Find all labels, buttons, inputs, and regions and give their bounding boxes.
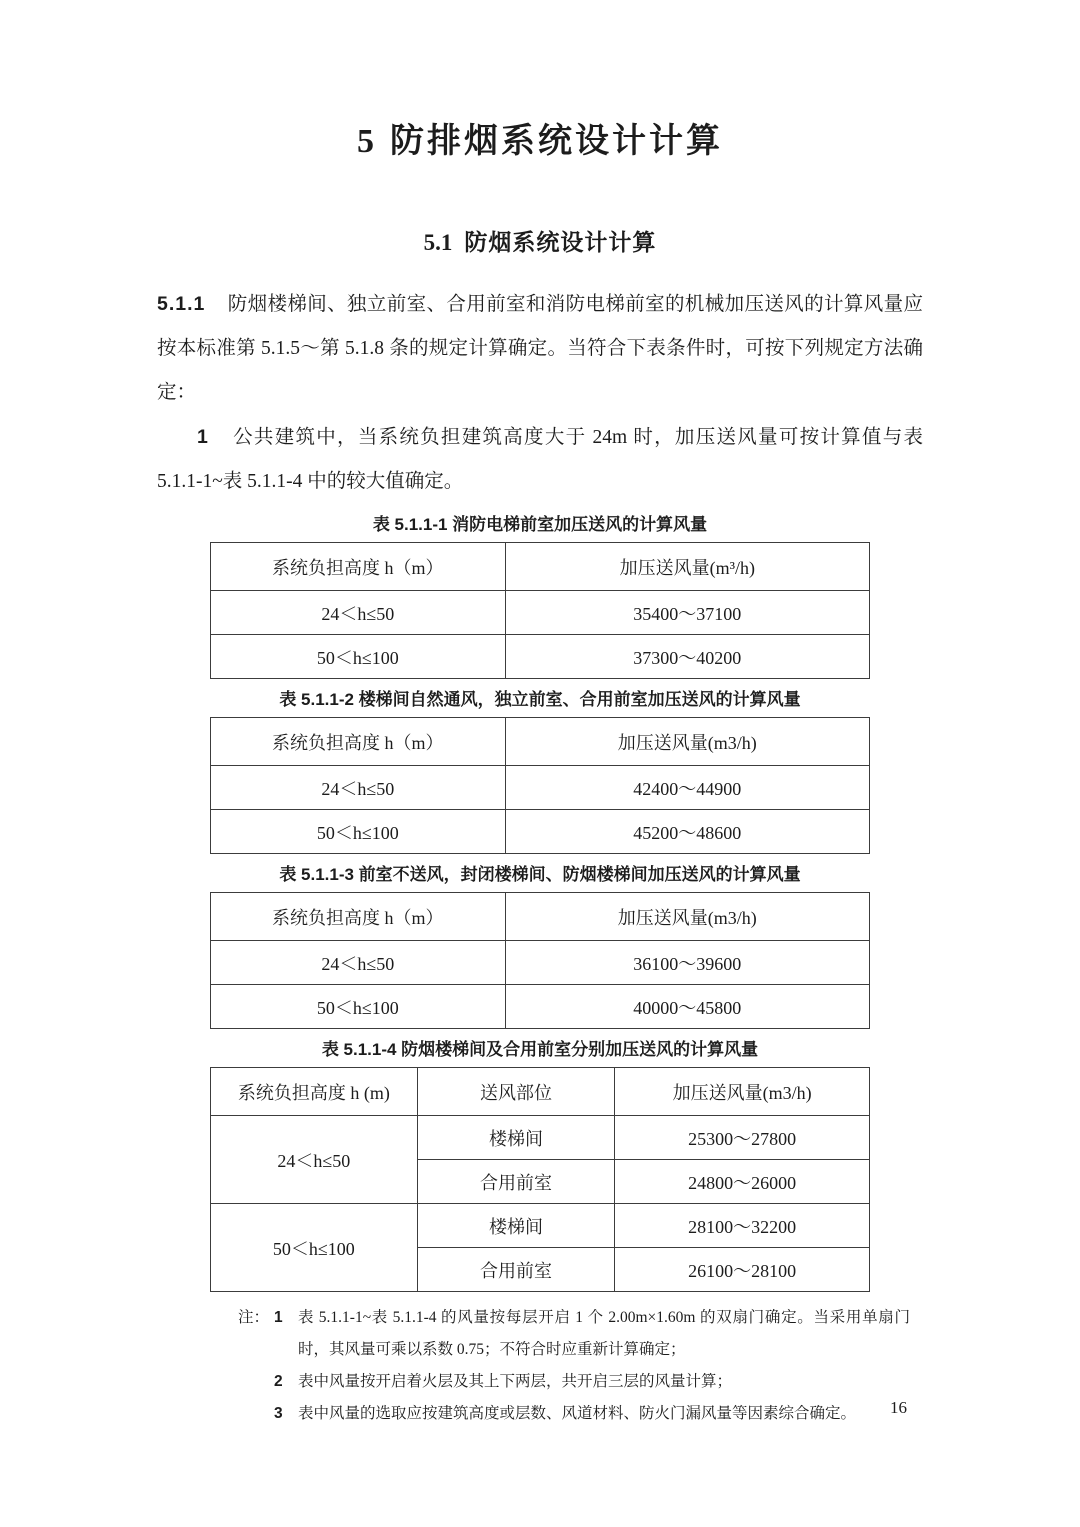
table-cell: 24＜h≤50 [211, 591, 506, 635]
notes [238, 1302, 910, 1430]
table-row [211, 766, 870, 810]
note-number: 1 [274, 1309, 283, 1326]
table-4-caption: 表 5.1.1-4 防烟楼梯间及合用前室分别加压送风的计算风量 [321, 1040, 759, 1059]
section-heading [0, 227, 1080, 258]
chapter-title [0, 0, 1080, 165]
body-column [157, 282, 923, 1292]
note-item [274, 1398, 910, 1430]
column-header: 系统负担高度 h（m） [211, 718, 506, 766]
table-cell: 24＜h≤50 [211, 1116, 418, 1204]
table-block-2 [157, 689, 923, 854]
table-4 [210, 1067, 870, 1292]
table-cell: 楼梯间 [417, 1204, 615, 1248]
table-1-caption: 表 5.1.1-1 消防电梯前室加压送风的计算风量 [372, 515, 708, 534]
page-number: 16 [890, 1398, 907, 1417]
note-text: 表 5.1.1-1~表 5.1.1-4 的风量按每层开启 1 个 2.00m×1.60m 的双扇门确定。当采用单扇门时，其风量可乘以系数 0.75；不符合时应重新计算确定； [298, 1309, 910, 1358]
note-text: 表中风量按开启着火层及其上下两层，共开启三层的风量计算； [298, 1373, 733, 1390]
table-block-4 [157, 1039, 923, 1292]
table-cell: 50＜h≤100 [211, 635, 506, 679]
table-row [211, 1204, 870, 1248]
notes-items [274, 1302, 910, 1430]
table-cell: 合用前室 [417, 1160, 615, 1204]
item-number: 1 [197, 426, 208, 448]
table-cell: 25300～27800 [615, 1116, 870, 1160]
section-title-text: 防烟系统设计计算 [464, 229, 657, 255]
table-row [211, 941, 870, 985]
table-row [211, 635, 870, 679]
column-header: 系统负担高度 h（m） [211, 543, 506, 591]
table-block-3 [157, 864, 923, 1029]
table-cell: 40000～45800 [505, 985, 869, 1029]
table-cell: 45200～48600 [505, 810, 869, 854]
column-header: 加压送风量(m3/h) [505, 893, 869, 941]
table-2 [210, 717, 870, 854]
table-cell: 36100～39600 [505, 941, 869, 985]
table-cell: 楼梯间 [417, 1116, 615, 1160]
note-number: 3 [274, 1405, 283, 1422]
column-header: 送风部位 [417, 1068, 615, 1116]
table-cell: 50＜h≤100 [211, 810, 506, 854]
table-cell: 35400～37100 [505, 591, 869, 635]
note-item [274, 1366, 910, 1398]
column-header: 系统负担高度 h (m) [211, 1068, 418, 1116]
column-header: 系统负担高度 h（m） [211, 893, 506, 941]
list-item-1 [157, 415, 923, 504]
table-cell: 24800～26000 [615, 1160, 870, 1204]
table-cell: 50＜h≤100 [211, 1204, 418, 1292]
table-row [211, 718, 870, 766]
table-row [211, 985, 870, 1029]
note-number: 2 [274, 1373, 283, 1390]
table-row [211, 543, 870, 591]
clause-text: 防烟楼梯间、独立前室、合用前室和消防电梯前室的机械加压送风的计算风量应按本标准第 5.1.5～第 5.1.8 条的规定计算确定。当符合下表条件时，可按下列规定方法确定： [157, 294, 923, 403]
column-header: 加压送风量(m3/h) [505, 718, 869, 766]
table-cell: 24＜h≤50 [211, 766, 506, 810]
table-cell: 50＜h≤100 [211, 985, 506, 1029]
table-cell: 42400～44900 [505, 766, 869, 810]
table-block-1 [157, 514, 923, 679]
table-row [211, 893, 870, 941]
table-cell: 24＜h≤50 [211, 941, 506, 985]
notes-label: 注： [238, 1309, 270, 1326]
item-text: 公共建筑中，当系统负担建筑高度大于 24m 时，加压送风量可按计算值与表 5.1.1-1~表 5.1.1-4 中的较大值确定。 [157, 427, 923, 492]
table-cell: 28100～32200 [615, 1204, 870, 1248]
clause-5-1-1 [157, 282, 923, 415]
column-header: 加压送风量(m3/h) [615, 1068, 870, 1116]
note-text: 表中风量的选取应按建筑高度或层数、风道材料、防火门漏风量等因素综合确定。 [298, 1405, 857, 1422]
note-item [274, 1302, 910, 1366]
table-row [211, 1116, 870, 1160]
table-1 [210, 542, 870, 679]
table-cell: 合用前室 [417, 1248, 615, 1292]
table-2-caption: 表 5.1.1-2 楼梯间自然通风，独立前室、合用前室加压送风的计算风量 [279, 690, 801, 709]
table-cell: 37300～40200 [505, 635, 869, 679]
column-header: 加压送风量(m³/h) [505, 543, 869, 591]
table-row [211, 1068, 870, 1116]
table-3 [210, 892, 870, 1029]
table-row [211, 810, 870, 854]
chapter-title-text: 防排烟系统设计计算 [390, 122, 723, 160]
clause-number: 5.1.1 [157, 293, 206, 315]
section-number: 5.1 [423, 230, 453, 255]
table-3-caption: 表 5.1.1-3 前室不送风，封闭楼梯间、防烟楼梯间加压送风的计算风量 [279, 865, 801, 884]
chapter-number: 5 [357, 123, 374, 160]
table-row [211, 591, 870, 635]
table-cell: 26100～28100 [615, 1248, 870, 1292]
